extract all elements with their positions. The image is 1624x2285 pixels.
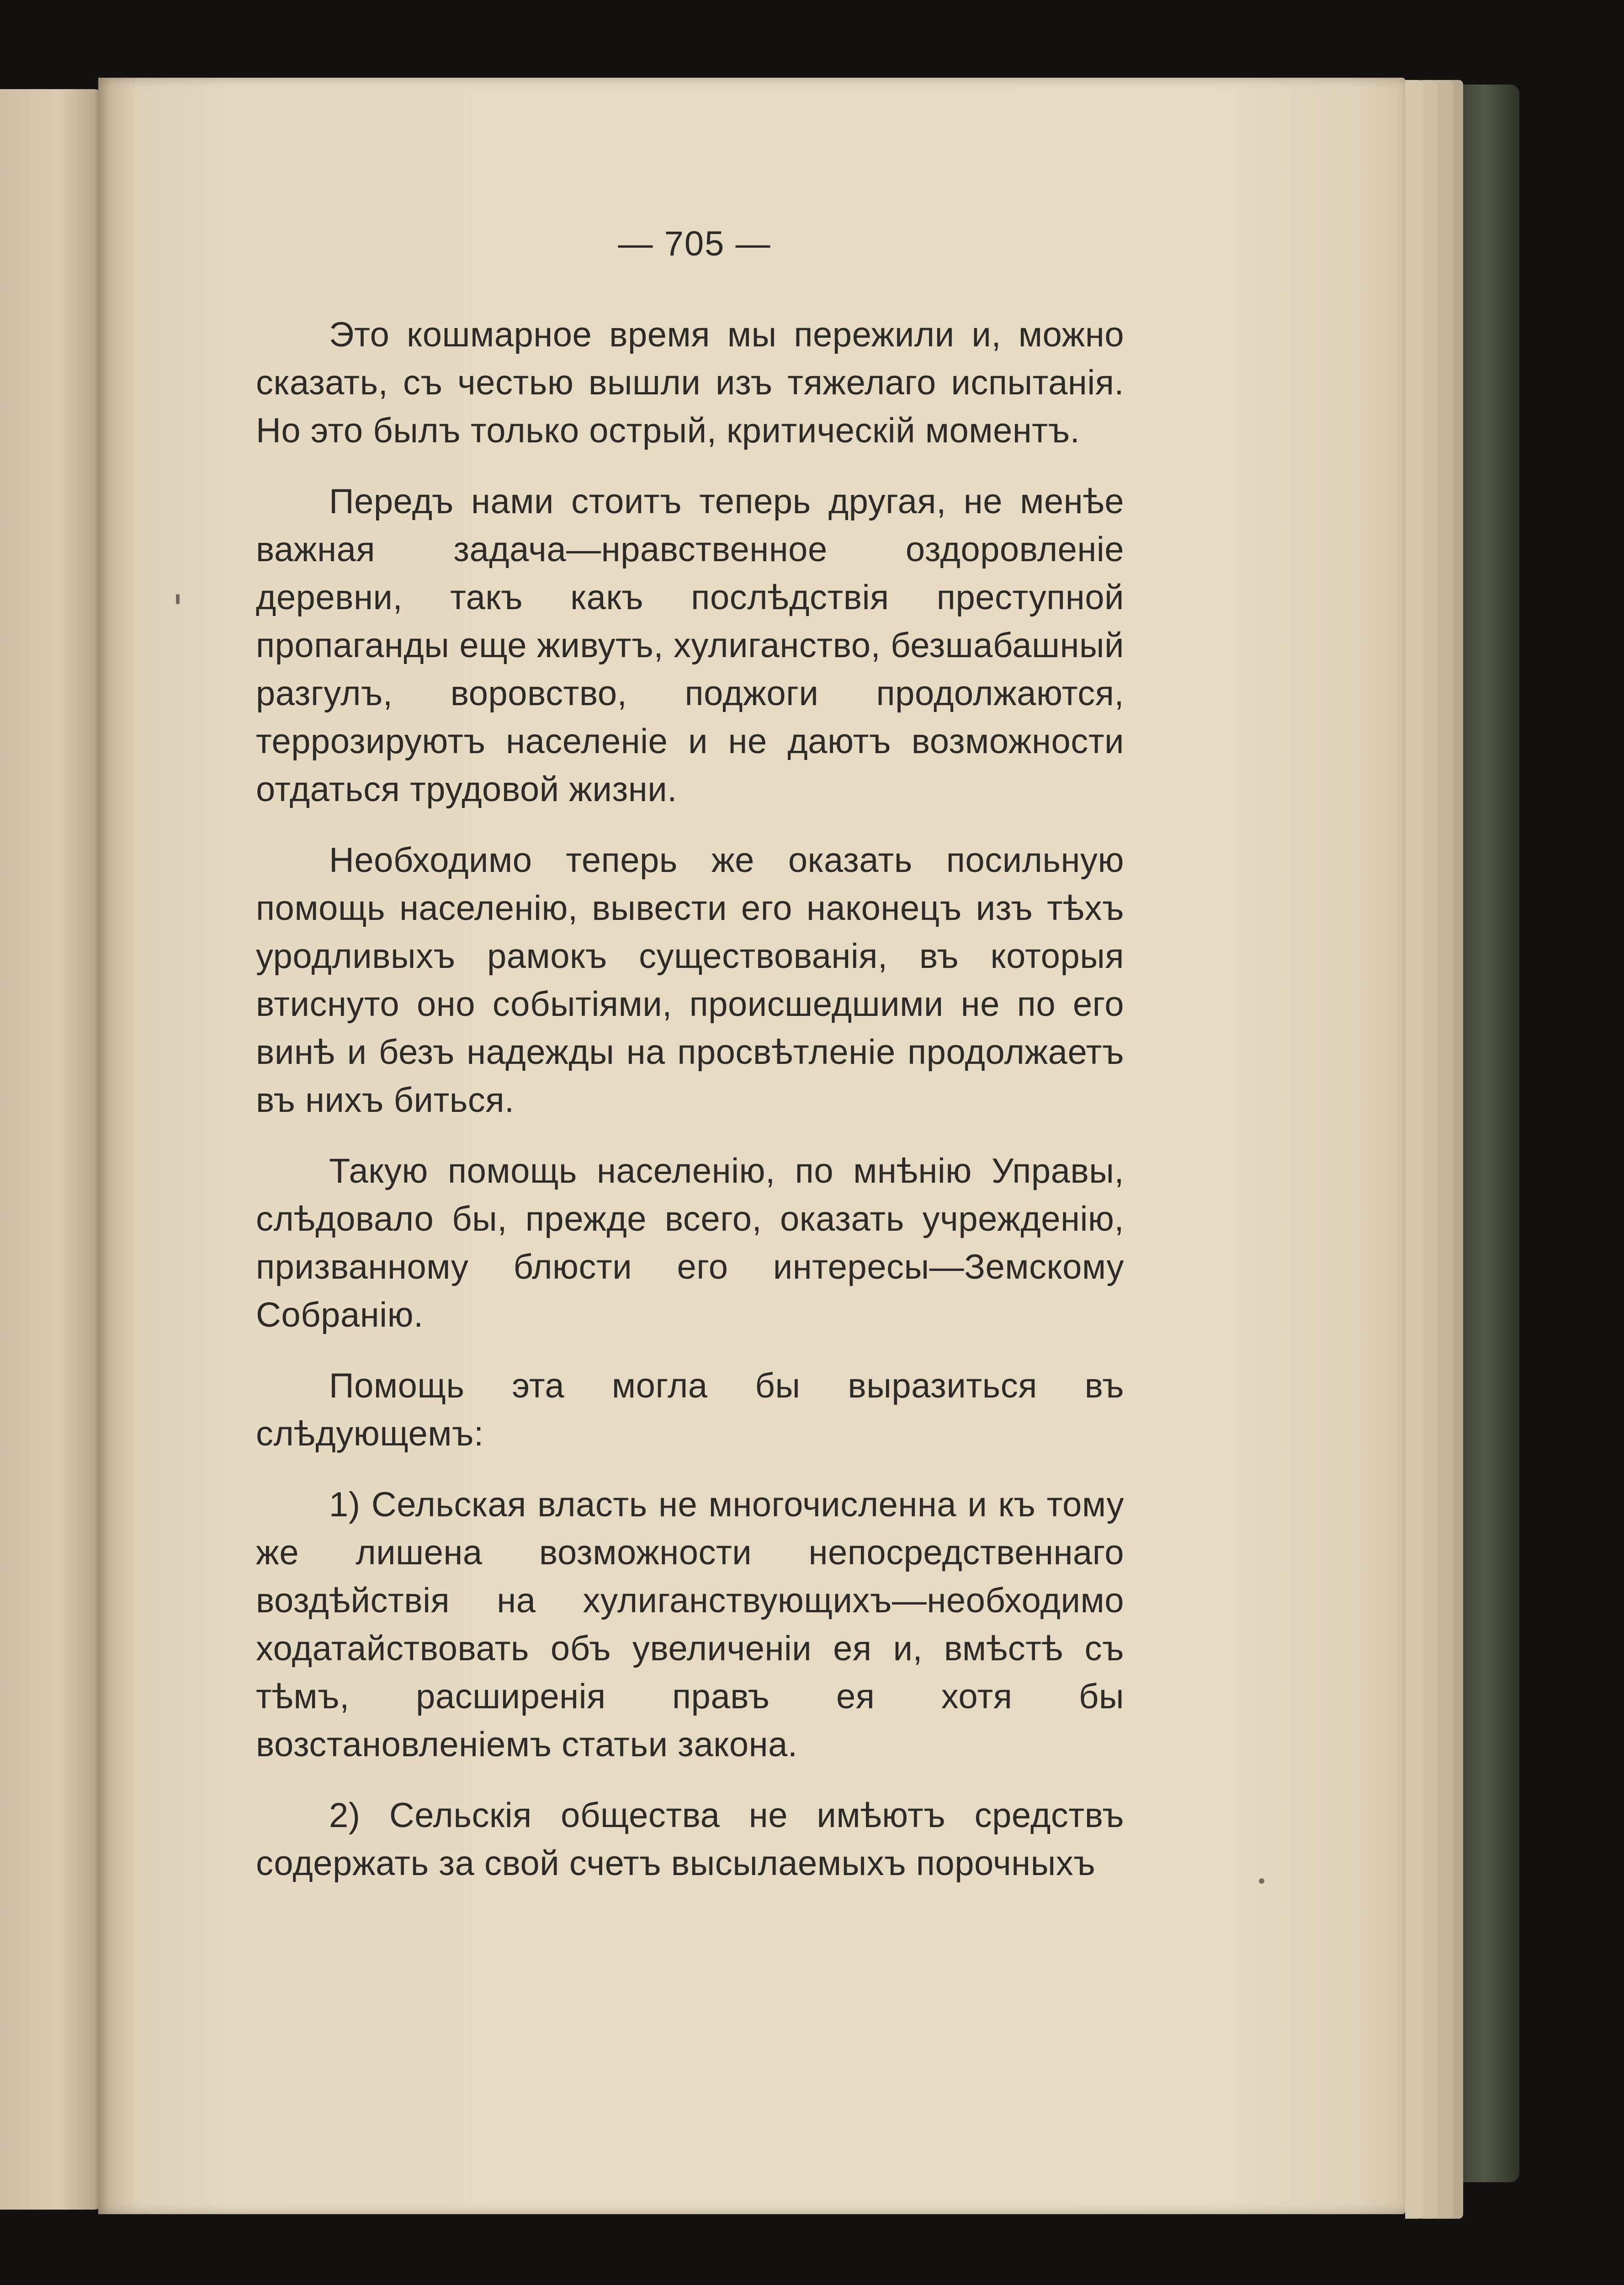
paragraph: Помощь эта могла бы выразиться въ слѣдующемъ: (256, 1366, 1124, 1453)
paragraph: Передъ нами стоитъ теперь другая, не менѣе важная задача—нравственное оздоровленіе деревни, такъ какъ послѣдствія преступной пропаганды еще живутъ, хулиганство, безшабашный разгулъ, воровство, поджоги продолжаются, террозируютъ населеніе и не даютъ возможности отдаться трудовой жизни. (256, 482, 1124, 809)
page-stack-edge (1405, 80, 1423, 2219)
paragraph: Это кошмарное время мы пережили и, можно сказать, съ честью вышли изъ тяжелаго испытанія. Но это былъ только острый, критическій моментъ. (256, 315, 1124, 450)
previous-page-edge (0, 89, 107, 2210)
page-stack-edge (1421, 80, 1438, 2219)
paragraph: Необходимо теперь же оказать посильную помощь населенію, вывести его наконецъ изъ тѣхъ уродливыхъ рамокъ существованія, въ которыя втиснуто оно событіями, происшедшими не по его винѣ и безъ надежды на просвѣтленіе продолжаетъ въ нихъ биться. (256, 841, 1124, 1120)
paper-speck (176, 594, 180, 604)
page-number: — 705 — (618, 224, 771, 263)
paper-speck (1259, 1878, 1264, 1884)
page-body (256, 311, 1124, 1887)
paragraph: 2) Сельскія общества не имѣютъ средствъ содержать за свой счетъ высылаемыхъ порочныхъ (256, 1796, 1124, 1883)
paragraph: 1) Сельская власть не многочисленна и къ тому же лишена возможности непосредственнаго воздѣйствія на хулиганствующихъ—необходимо ходатайствовать объ увеличеніи ея и, вмѣстѣ съ тѣмъ, расширенія правъ ея хотя бы возстановленіемъ статьи закона. (256, 1485, 1124, 1764)
book-cover-edge (1460, 85, 1519, 2182)
paragraph: Такую помощь населенію, по мнѣнію Управы, слѣдовало бы, прежде всего, оказать учрежденію, призванному блюсти его интересы—Земскому Собранію. (256, 1152, 1124, 1334)
page-stack-edge (1435, 80, 1453, 2219)
